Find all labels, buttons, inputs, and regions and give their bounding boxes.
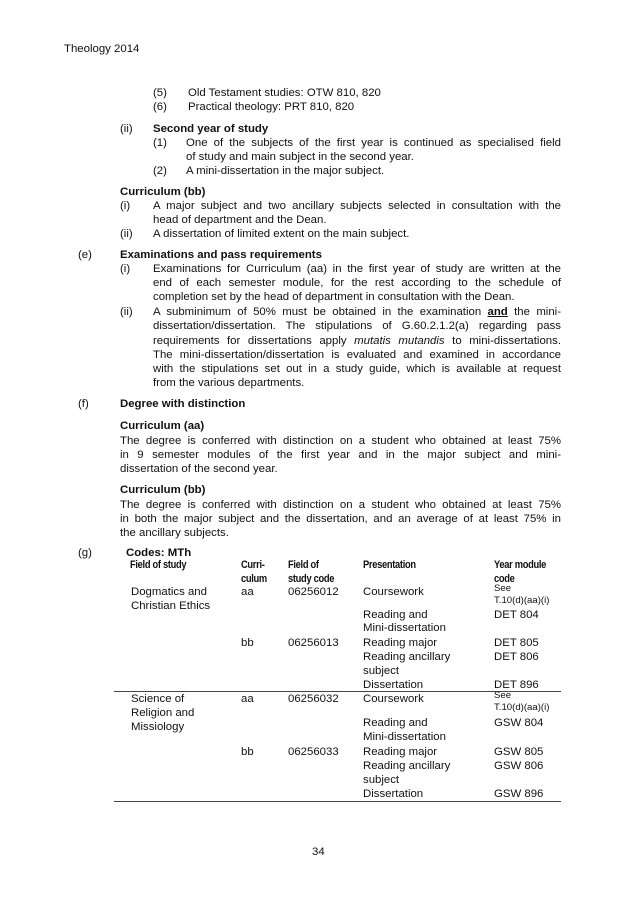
- paragraph-line: The degree is conferred with distinction on a student who obtained at least 75%: [120, 435, 561, 447]
- section-heading-codes: Codes: MTh: [126, 547, 192, 559]
- emphasis-and: and: [487, 306, 508, 318]
- paragraph-line: Examinations for Curriculum (aa) in the first year of study are written at the: [153, 263, 561, 275]
- section-heading-examinations: Examinations and pass requirements: [120, 249, 322, 261]
- table-cell-presentation: subject: [363, 665, 400, 677]
- table-cell-presentation: Dissertation: [363, 679, 424, 691]
- table-cell-code: 06256013: [288, 637, 339, 649]
- table-cell-presentation: Mini-dissertation: [363, 731, 446, 743]
- table-header-curriculum: Curri-: [241, 559, 265, 571]
- table-cell-module: GSW 806: [494, 760, 544, 772]
- paragraph-line: A dissertation of limited extent on the main subject.: [153, 228, 410, 240]
- table-cell-code: 06256012: [288, 586, 339, 598]
- table-cell-presentation: Mini-dissertation: [363, 622, 446, 634]
- subheading-second-year: Second year of study: [153, 123, 269, 135]
- table-cell-module: See: [494, 583, 512, 594]
- table-cell-module: GSW 804: [494, 717, 544, 729]
- table-cell-module: T.10(d)(aa)(i): [494, 595, 550, 606]
- paragraph-line: A mini-dissertation in the major subject.: [186, 165, 385, 177]
- paragraph-line: of study and main subject in the second year.: [186, 151, 414, 163]
- list-number: (2): [153, 165, 167, 177]
- paragraph-line: The mini-dissertation/dissertation is evaluated and examined in accordance: [153, 349, 561, 361]
- list-number: (ii): [120, 228, 133, 240]
- subheading-curriculum-bb: Curriculum (bb): [120, 186, 206, 198]
- table-cell-field: Science of: [131, 693, 185, 705]
- table-cell-curriculum: bb: [241, 746, 254, 758]
- section-letter: (e): [78, 249, 92, 261]
- list-number: (i): [120, 200, 131, 212]
- table-header-field-code: Field of: [288, 559, 319, 571]
- table-header-field: Field of study: [130, 559, 187, 571]
- table-cell-module: GSW 896: [494, 788, 544, 800]
- paragraph-line: completion set by the head of department in consultation with the Dean.: [153, 291, 515, 303]
- table-header-presentation: Presentation: [363, 559, 416, 571]
- table-cell-presentation: Coursework: [363, 693, 424, 705]
- table-cell-field: Christian Ethics: [131, 600, 211, 612]
- table-cell-module: DET 806: [494, 651, 539, 663]
- paragraph-line: the ancillary subjects.: [120, 527, 229, 539]
- table-cell-presentation: Reading ancillary: [363, 760, 451, 772]
- paragraph-line: A major subject and two ancillary subjects selected in consultation with the: [153, 200, 561, 212]
- subheading-curriculum-aa: Curriculum (aa): [120, 420, 205, 432]
- italic-mutatis-mutandis: mutatis mutandis: [354, 335, 445, 347]
- table-cell-presentation: Reading and: [363, 717, 428, 729]
- paragraph-line: in 9 semester modules of the first year and in the major subject and mini-: [120, 449, 561, 461]
- table-cell-presentation: Reading major: [363, 746, 438, 758]
- table-cell-presentation: Dissertation: [363, 788, 424, 800]
- list-number: (i): [120, 263, 131, 275]
- table-cell-presentation: Reading and: [363, 609, 428, 621]
- table-header-field-code-line2: study code: [288, 573, 335, 585]
- section-letter: (g): [78, 547, 92, 559]
- table-cell-curriculum: bb: [241, 637, 254, 649]
- table-cell-field: Religion and: [131, 707, 195, 719]
- table-cell-module: T.10(d)(aa)(i): [494, 702, 550, 713]
- table-cell-field: Dogmatics and: [131, 586, 207, 598]
- paragraph-line: The degree is conferred with distinction on a student who obtained at least 75%: [120, 499, 561, 511]
- paragraph-line: in both the major subject and the dissertation, and an average of at least 75% in: [120, 513, 561, 525]
- table-header-curriculum-line2: culum: [241, 573, 267, 585]
- table-cell-curriculum: aa: [241, 693, 254, 705]
- page-number: 34: [312, 846, 325, 858]
- table-cell-presentation: Coursework: [363, 586, 424, 598]
- table-cell-module: DET 804: [494, 609, 539, 621]
- list-number: (ii): [120, 123, 133, 135]
- subheading-curriculum-bb: Curriculum (bb): [120, 484, 206, 496]
- table-cell-code: 06256032: [288, 693, 339, 705]
- list-item-text: Practical theology: PRT 810, 820: [188, 101, 355, 113]
- list-number: (6): [153, 101, 167, 113]
- table-cell-curriculum: aa: [241, 586, 254, 598]
- section-letter: (f): [78, 398, 89, 410]
- section-heading-distinction: Degree with distinction: [120, 398, 246, 410]
- table-header-year-module-line2: code: [494, 573, 515, 585]
- paragraph-line: head of department and the Dean.: [153, 214, 327, 226]
- table-cell-module: DET 896: [494, 679, 539, 691]
- table-bottom-rule: [114, 801, 561, 802]
- table-cell-module: GSW 805: [494, 746, 544, 758]
- list-number: (ii): [120, 306, 133, 318]
- paragraph-line: from the various departments.: [153, 377, 305, 389]
- paragraph-line: requirements for dissertations apply mutatis mutandis to mini-dissertations.: [153, 335, 561, 347]
- running-header: Theology 2014: [64, 43, 140, 55]
- table-cell-presentation: Reading ancillary: [363, 651, 451, 663]
- table-header-year-module: Year module: [494, 559, 547, 571]
- paragraph-line: with the stipulations set out in a study guide, which is available at request: [153, 363, 561, 375]
- table-cell-code: 06256033: [288, 746, 339, 758]
- list-number: (1): [153, 137, 167, 149]
- table-cell-presentation: subject: [363, 774, 400, 786]
- list-number: (5): [153, 87, 167, 99]
- table-cell-field: Missiology: [131, 721, 185, 733]
- paragraph-line: dissertation of the second year.: [120, 463, 278, 475]
- list-item-text: Old Testament studies: OTW 810, 820: [188, 87, 381, 99]
- table-cell-module: DET 805: [494, 637, 539, 649]
- paragraph-line: One of the subjects of the first year is continued as specialised field: [186, 137, 561, 149]
- paragraph-line: end of each semester module, for the rest according to the schedule of: [153, 277, 561, 289]
- paragraph-line: A subminimum of 50% must be obtained in the examination and the mini-: [153, 306, 561, 318]
- table-cell-presentation: Reading major: [363, 637, 438, 649]
- paragraph-line: dissertation/dissertation. The stipulations of G.60.2.1.2(a) regarding pass: [153, 320, 561, 332]
- table-cell-module: See: [494, 690, 512, 701]
